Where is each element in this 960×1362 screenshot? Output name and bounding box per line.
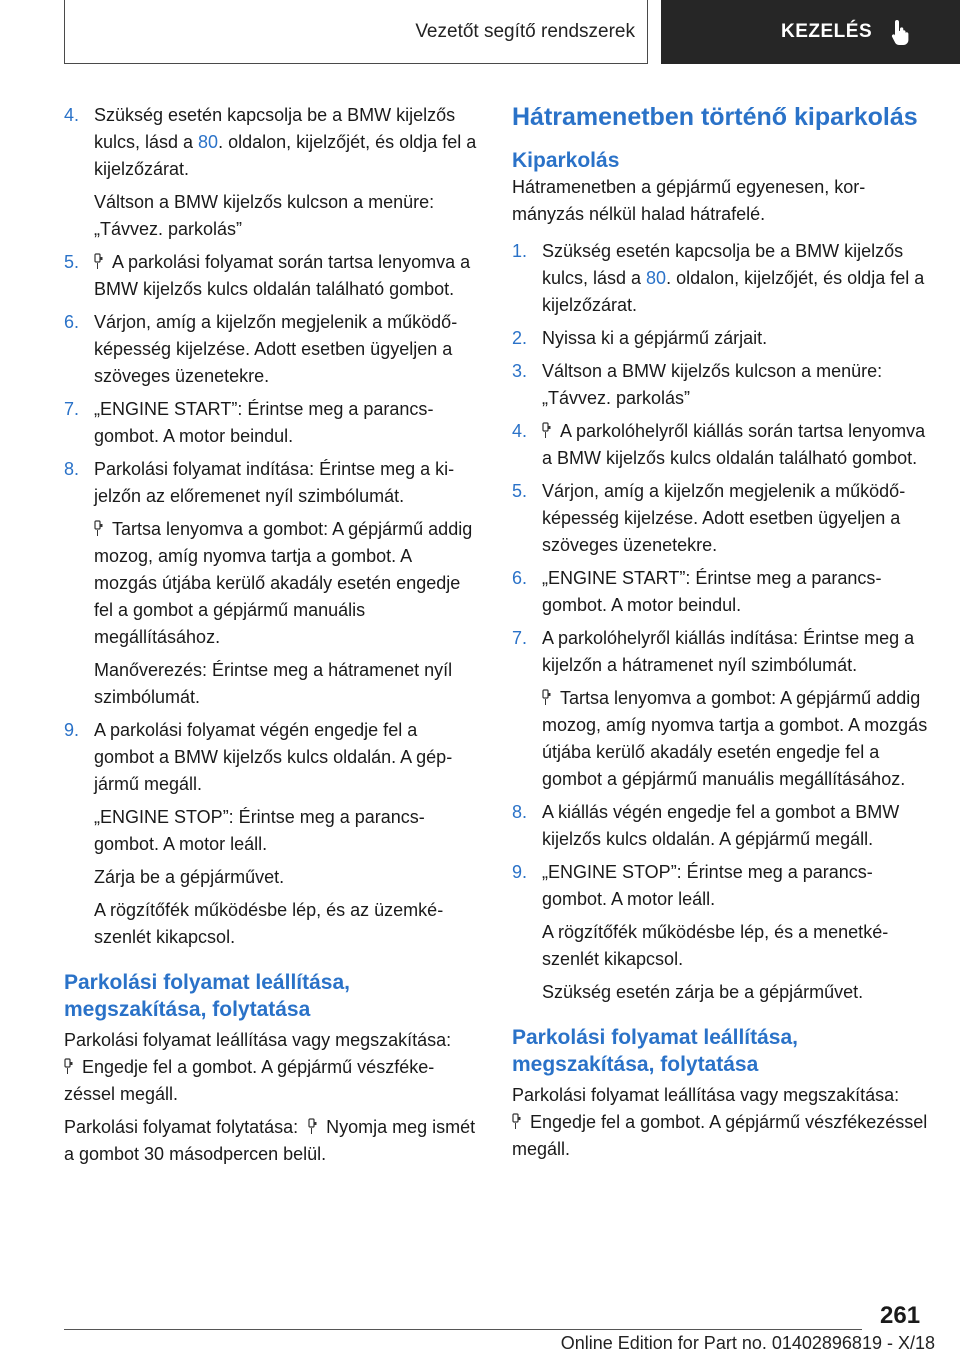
list-item [512, 325, 928, 352]
step-text: A parkolóhelyről kiállás során tartsa lenyomva a BMW kijelzős kulcs oldalán található gombot. [542, 421, 926, 468]
step-number: 5. [512, 481, 528, 501]
step-number: 2. [512, 328, 528, 348]
key-fob-button-icon [64, 1058, 74, 1075]
list-item [512, 418, 928, 472]
list-item [64, 456, 478, 711]
right-column [512, 102, 928, 1169]
list-item [64, 309, 478, 390]
page-link[interactable]: 80 [198, 132, 219, 152]
step-number: 8. [512, 802, 528, 822]
step-number: 8. [64, 459, 80, 479]
step-text: Tartsa lenyomva a gombot: A gépjármű addig mozog, amíg nyomva tartja a gombot. A mozgás útjába kerülő akadály esetén engedje fel a gombot a gépjármű manuális megállításához. [94, 519, 473, 647]
section-heading: Parkolási folyamat leállítása, megszakítása, folytatása [64, 971, 350, 1021]
key-fob-button-icon [94, 520, 104, 537]
step-text: Szükség esetén zárja be a gépjárművet. [542, 982, 864, 1002]
step-text: „ENGINE STOP”: Érintse meg a parancsgombot. A motor leáll. [94, 807, 425, 854]
step-text: Szükség esetén kapcsolja be a BMW kijelzős kulcs, lásd a 80. oldalon, kijelzőjét, és oldja fel a kijelzőzárat. [94, 105, 477, 179]
step-text: Várjon, amíg a kijelzőn megjelenik a működőképesség kijelzése. Adott esetben ügyeljen a szöveges üzenetekre. [542, 481, 906, 555]
step-text: A parkolási folyamat során tartsa lenyomva a BMW kijelzős kulcs oldalán található gombot. [94, 252, 471, 299]
step-text: „ENGINE START”: Érintse meg a parancsgombot. A motor beindul. [542, 568, 882, 615]
list-item [512, 565, 928, 619]
step-number: 6. [64, 312, 80, 332]
list-item [64, 102, 478, 243]
step-number: 9. [64, 720, 80, 740]
hand-pointer-icon [890, 18, 914, 46]
step-text: A rögzítőfék működésbe lép, és a menetkészenlét kikapcsol. [542, 922, 889, 969]
step-text: Várjon, amíg a kijelzőn megjelenik a működőképesség kijelzése. Adott esetben ügyeljen a szöveges üzenetekre. [94, 312, 458, 386]
list-item [64, 717, 478, 951]
step-text: Nyissa ki a gépjármű zárjait. [542, 328, 768, 348]
paragraph: Parkolási folyamat leállítása vagy megszakítása: Engedje fel a gombot. A gépjármű vészfékezéssel megáll. [64, 1030, 452, 1104]
key-fob-button-icon [94, 253, 104, 270]
list-item [512, 625, 928, 793]
step-text: Zárja be a gépjárművet. [94, 867, 285, 887]
step-text: Parkolási folyamat indítása: Érintse meg a kijelzőn az előremenet nyíl szimbólumát. [94, 459, 455, 506]
list-item [512, 238, 928, 319]
page-heading: Hátramenetben történő kiparkolás [512, 103, 918, 131]
step-text: Váltson a BMW kijelzős kulcson a menüre: „Távvez. parkolás” [94, 192, 435, 239]
paragraph: Parkolási folyamat leállítása vagy megszakítása: Engedje fel a gombot. A gépjármű vészfékezéssel megáll. [512, 1085, 928, 1159]
step-text: Váltson a BMW kijelzős kulcson a menüre: „Távvez. parkolás” [542, 361, 883, 408]
list-item [512, 799, 928, 853]
step-text: „ENGINE START”: Érintse meg a parancsgombot. A motor beindul. [94, 399, 434, 446]
key-fob-button-icon [542, 422, 552, 439]
list-item [512, 358, 928, 412]
step-number: 6. [512, 568, 528, 588]
header-chapter-title: KEZELÉS [781, 21, 873, 42]
step-text: Tartsa lenyomva a gombot: A gépjármű addig mozog, amíg nyomva tartja a gombot. A mozgás útjába kerülő akadály esetén engedje fel a gombot a gépjármű manuális megállításához. [542, 688, 928, 789]
section-heading: Parkolási folyamat leállítása, megszakítása, folytatása [512, 1026, 798, 1076]
header-chapter-box [661, 0, 960, 64]
header-section-box [64, 0, 648, 64]
step-text: Manőverezés: Érintse meg a hátramenet nyíl szimbólumát. [94, 660, 453, 707]
step-text: Szükség esetén kapcsolja be a BMW kijelzős kulcs, lásd a 80. oldalon, kijelzőjét, és oldja fel a kijelzőzárat. [542, 241, 925, 315]
key-fob-button-icon [308, 1118, 318, 1135]
page-number: 261 [880, 1302, 921, 1329]
footer-divider [64, 1329, 862, 1330]
step-text: A rögzítőfék működésbe lép, és az üzemkészenlét kikapcsol. [94, 900, 444, 947]
paragraph: Parkolási folyamat folytatása: Nyomja meg ismét a gombot 30 másodpercen belül. [64, 1117, 476, 1164]
step-number: 9. [512, 862, 528, 882]
step-text: A kiállás végén engedje fel a gombot a BMW kijelzős kulcs oldalán. A gépjármű megáll. [542, 802, 900, 849]
subheading: Kiparkolás [512, 149, 620, 172]
step-number: 5. [64, 252, 80, 272]
step-number: 3. [512, 361, 528, 381]
step-number: 7. [512, 628, 528, 648]
step-text: „ENGINE STOP”: Érintse meg a parancsgombot. A motor leáll. [542, 862, 873, 909]
step-number: 4. [512, 421, 528, 441]
left-column [64, 102, 478, 1174]
step-number: 1. [512, 241, 528, 261]
footer-edition: Online Edition for Part no. 01402896819 - X/18 [560, 1333, 935, 1353]
step-text: A parkolási folyamat végén engedje fel a gombot a BMW kijelzős kulcs oldalán. A gépjármű megáll. [94, 720, 453, 794]
page-link[interactable]: 80 [646, 268, 667, 288]
key-fob-button-icon [542, 689, 552, 706]
step-number: 7. [64, 399, 80, 419]
list-item [512, 859, 928, 1006]
list-item [64, 396, 478, 450]
step-text: A parkolóhelyről kiállás indítása: Érintse meg a kijelzőn a hátramenet nyíl szimbólumát. [542, 628, 915, 675]
list-item [512, 478, 928, 559]
header-section-title: Vezetőt segítő rendszerek [415, 20, 635, 42]
key-fob-button-icon [512, 1113, 522, 1130]
paragraph: Hátramenetben a gépjármű egyenesen, kormányzás nélkül halad hátrafelé. [512, 177, 866, 224]
list-item [64, 249, 478, 303]
step-number: 4. [64, 105, 80, 125]
